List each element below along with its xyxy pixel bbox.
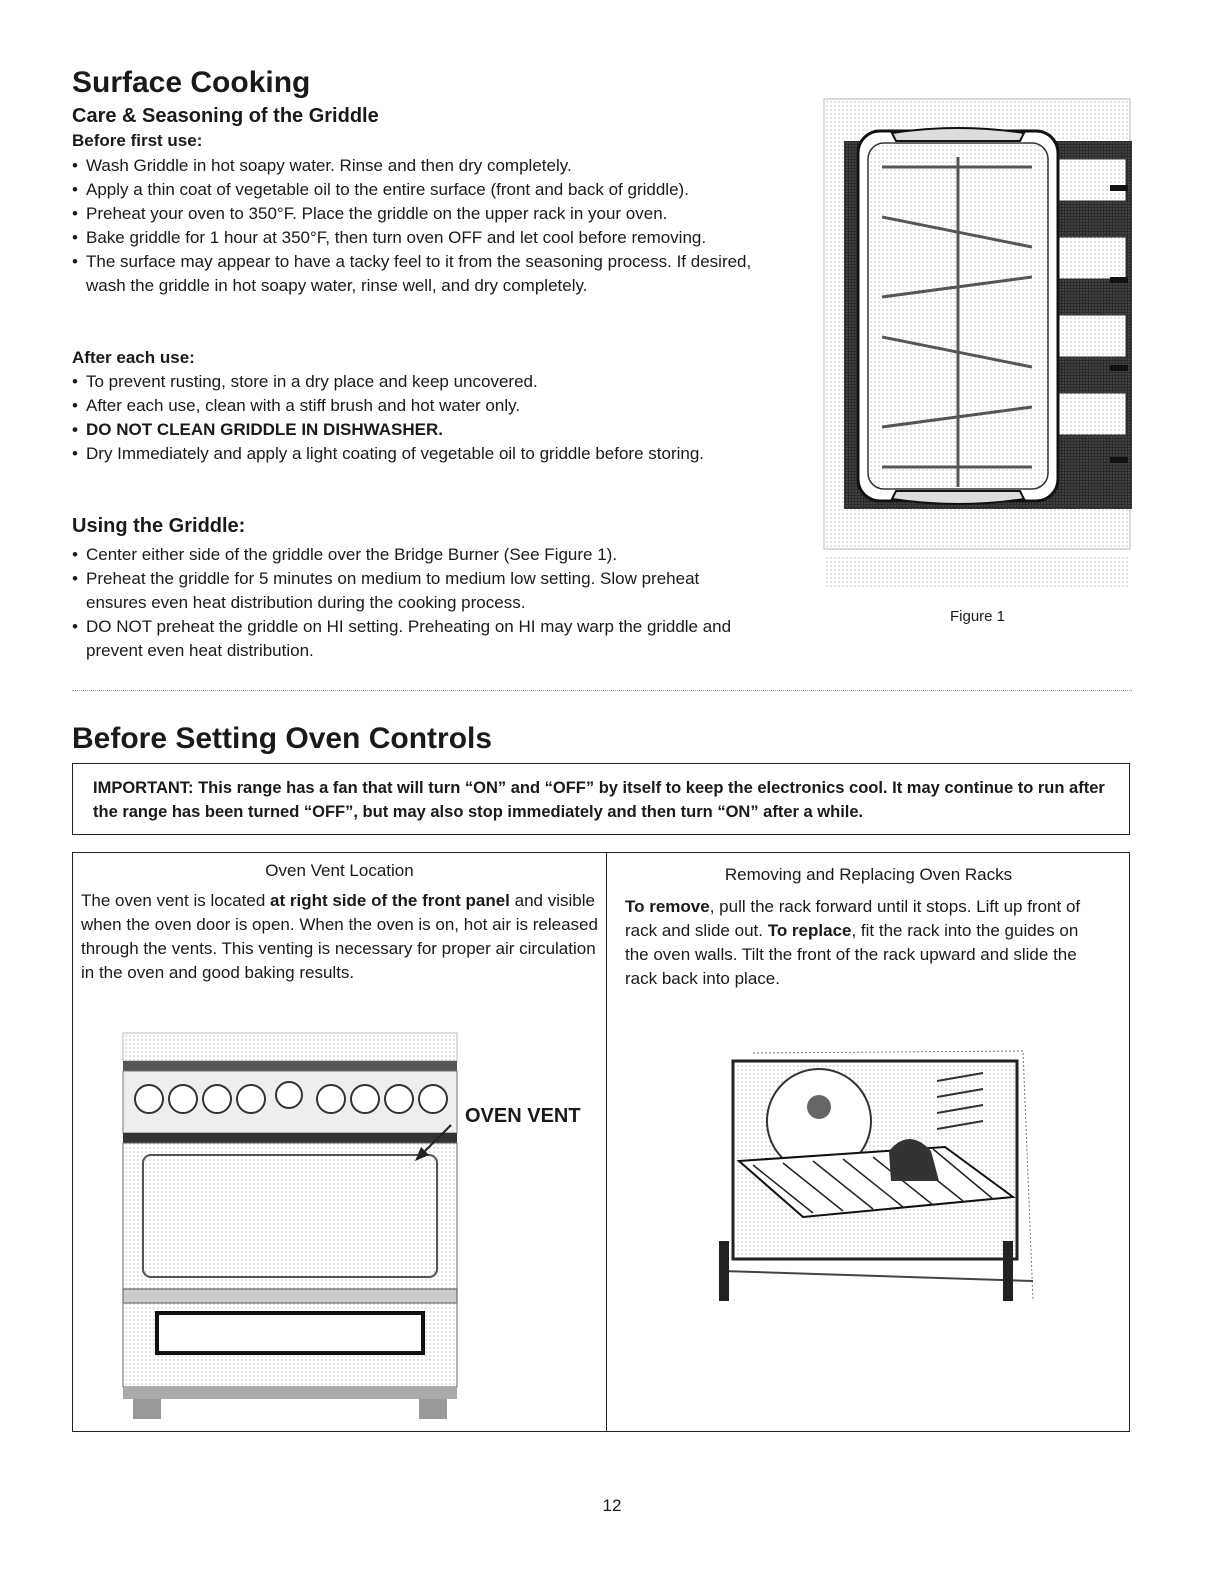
oven-rack-illustration xyxy=(713,1041,1043,1311)
list-item: • Dry Immediately and apply a light coating of vegetable oil to griddle before storing. xyxy=(72,442,752,466)
list-item: • Apply a thin coat of vegetable oil to the entire surface (front and back of griddle). xyxy=(72,178,792,202)
list-item: • Preheat your oven to 350°F. Place the griddle on the upper rack in your oven. xyxy=(72,202,792,226)
list-item: • To prevent rusting, store in a dry place and keep uncovered. xyxy=(72,370,752,394)
list-item: • Preheat the griddle for 5 minutes on medium to medium low setting. Slow preheat ensures even heat distribution during the cooking process. xyxy=(72,567,752,615)
to-remove-text: , pull the rack forward until it stops. Lift up front of rack and slide out. xyxy=(625,897,1081,940)
list-item: • Center either side of the griddle over the Bridge Burner (See Figure 1). xyxy=(72,543,752,567)
label-before-first-use: Before first use: xyxy=(72,131,203,150)
oven-vent-text-bold: at right side of the front panel xyxy=(270,891,510,910)
to-replace-text: , fit the rack into the guides on the oven walls. Tilt the front of the rack upward and slide the rack back into place. xyxy=(625,921,1079,988)
label-after-each-use: After each use: xyxy=(72,348,195,367)
oven-vent-paragraph xyxy=(81,889,601,985)
oven-range-illustration xyxy=(121,1031,461,1421)
important-notice-box xyxy=(72,763,1130,835)
oven-racks-title: Removing and Replacing Oven Racks xyxy=(724,865,1013,884)
before-first-use-list xyxy=(72,154,792,298)
list-item: • After each use, clean with a stiff brush and hot water only. xyxy=(72,394,752,418)
to-replace-label: To replace xyxy=(767,921,852,940)
figure-1-caption: Figure 1 xyxy=(950,608,1006,625)
subtitle-using-griddle: Using the Griddle: xyxy=(72,515,246,537)
oven-racks-paragraph xyxy=(625,895,1105,991)
list-item: • DO NOT CLEAN GRIDDLE IN DISHWASHER. xyxy=(72,418,752,442)
vent-and-racks-box xyxy=(72,852,1130,1432)
figure-griddle-illustration xyxy=(822,97,1132,592)
oven-vent-title: Oven Vent Location xyxy=(265,861,414,880)
important-notice-text: IMPORTANT: This range has a fan that will turn “ON” and “OFF” by itself to keep the electronics cool. It may continue to run after the range has been turned “OFF”, but may also stop immediately and then turn “ON” after a while. xyxy=(93,779,1105,821)
after-each-use-list xyxy=(72,370,752,466)
oven-vent-text-b: and visible when the oven door is open. When the oven is on, hot air is released through the vents. This venting is necessary for proper air circulation in the oven and good baking results. xyxy=(81,891,598,982)
list-item: • DO NOT preheat the griddle on HI setting. Preheating on HI may warp the griddle and prevent even heat distribution. xyxy=(72,615,752,663)
list-item: • Bake griddle for 1 hour at 350°F, then turn oven OFF and let cool before removing. xyxy=(72,226,792,250)
subtitle-care-seasoning: Care & Seasoning of the Griddle xyxy=(72,105,379,127)
oven-vent-text-a: The oven vent is located xyxy=(81,891,271,910)
section-title-before-oven-controls: Before Setting Oven Controls xyxy=(72,722,493,755)
section-divider xyxy=(72,690,1132,691)
section-title-surface-cooking: Surface Cooking xyxy=(72,66,311,99)
oven-vent-callout: OVEN VENT xyxy=(465,1105,581,1127)
list-item: • Wash Griddle in hot soapy water. Rinse and then dry completely. xyxy=(72,154,792,178)
using-griddle-list xyxy=(72,543,752,663)
page-number: 12 xyxy=(602,1496,622,1515)
column-divider xyxy=(606,853,607,1431)
to-remove-label: To remove xyxy=(625,897,710,916)
list-item: • The surface may appear to have a tacky feel to it from the seasoning process. If desired, wash the griddle in hot soapy water, rinse well, and dry completely. xyxy=(72,250,792,298)
